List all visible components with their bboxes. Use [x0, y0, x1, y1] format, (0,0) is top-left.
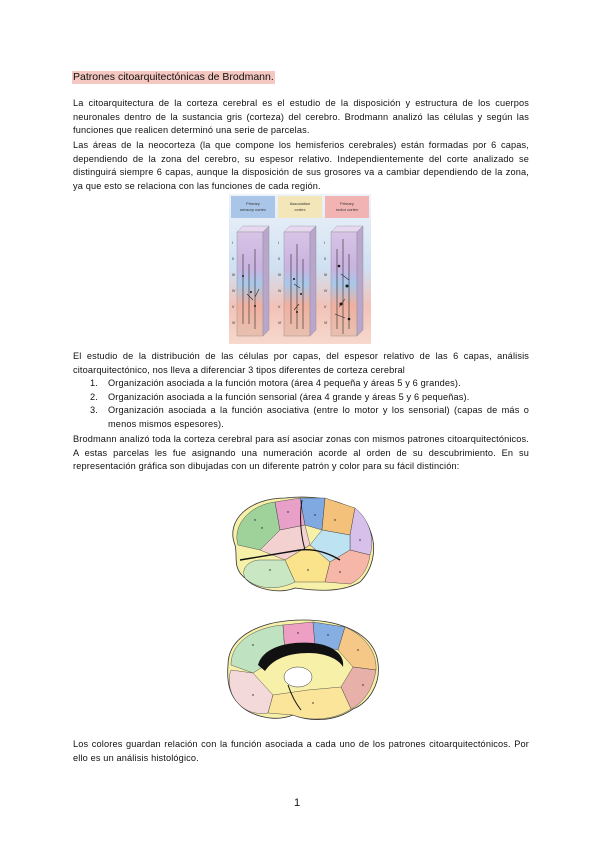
sensory-column: [237, 226, 269, 336]
intro-paragraph: La citoarquitectura de la corteza cerebral es el estudio de la disposición y estructura de los cuerpos neuronales dentro de la sustancia gris (corteza) del cerebro. Brodmann analizó las células y según las funciones que realicen determinó una serie de parcelas.: [73, 98, 529, 136]
svg-text:VI: VI: [278, 321, 282, 325]
svg-text:I: I: [232, 241, 233, 245]
svg-text:VI: VI: [232, 321, 236, 325]
brodmann-paragraph: Brodmann analizó toda la corteza cerebral para así asociar zonas con mismos patrones citoarquitectónicos. A estas parcelas les fue asignando una numeración acorde al orden de su descubrimiento. En su representación gráfica son dibujadas con un diferente patrón y color para su fácil distinción:: [73, 434, 529, 472]
svg-text:motor cortex: motor cortex: [335, 207, 359, 212]
page-title: Patrones citoarquitectónicas de Brodmann.: [73, 71, 274, 83]
svg-text:IV: IV: [278, 289, 282, 293]
svg-text:sensory cortex: sensory cortex: [239, 207, 267, 212]
svg-text:III: III: [278, 273, 281, 277]
cortex-layers-figure: [229, 194, 371, 344]
svg-text:V: V: [324, 305, 327, 309]
svg-text:III: III: [324, 273, 327, 277]
neocortex-paragraph: Las áreas de la neocorteza (la que compone los hemisferios cerebrales) están formadas por 6 capas, dependiendo de la zona del cerebro, su espesor relativo. Independientemente del corte analizado se distinguirá siempre 6 capas, aunque la disposición de sus grosores va a cambiar dependiendo de la zona, ya que esto se relaciona con las funciones de cada región.: [73, 140, 529, 192]
list-item: 3. Organización asociada a la función asociativa (entre lo motor y los sensorial) (capas de más o menos mismos espesores).: [90, 405, 529, 430]
svg-text:Association: Association: [289, 201, 311, 206]
svg-text:Primary: Primary: [246, 201, 260, 206]
brodmann-lateral-map: [210, 490, 385, 600]
svg-text:I: I: [324, 241, 325, 245]
svg-text:IV: IV: [324, 289, 328, 293]
cortex-types-list: [90, 377, 529, 432]
svg-text:Primary: Primary: [340, 201, 354, 206]
svg-text:IV: IV: [232, 289, 236, 293]
svg-text:VI: VI: [324, 321, 328, 325]
page-number: 1: [294, 797, 301, 809]
svg-text:I: I: [278, 241, 279, 245]
svg-text:V: V: [278, 305, 281, 309]
svg-text:V: V: [232, 305, 235, 309]
association-column: [284, 226, 316, 336]
svg-text:II: II: [324, 257, 326, 261]
list-item: 2. Organización asociada a la función sensorial (área 4 grande y áreas 5 y 6 pequeñas).: [90, 391, 470, 402]
svg-text:cortex: cortex: [294, 207, 306, 212]
svg-text:II: II: [278, 257, 280, 261]
brodmann-medial-map: [213, 615, 388, 735]
list-item: 1. Organización asociada a la función motora (área 4 pequeña y áreas 5 y 6 grandes).: [90, 378, 461, 388]
conclusion-paragraph: Los colores guardan relación con la función asociada a cada uno de los patrones citoarquitectónicos. Por ello es un análisis histológico.: [73, 739, 529, 763]
motor-column: [331, 226, 363, 336]
svg-text:II: II: [232, 257, 234, 261]
svg-text:III: III: [232, 273, 235, 277]
layers-paragraph: El estudio de la distribución de las células por capas, del espesor relativo de las 6 capas, análisis citoarquitectónico, nos lleva a diferenciar 3 tipos diferentes de corteza cerebral: [73, 351, 529, 375]
